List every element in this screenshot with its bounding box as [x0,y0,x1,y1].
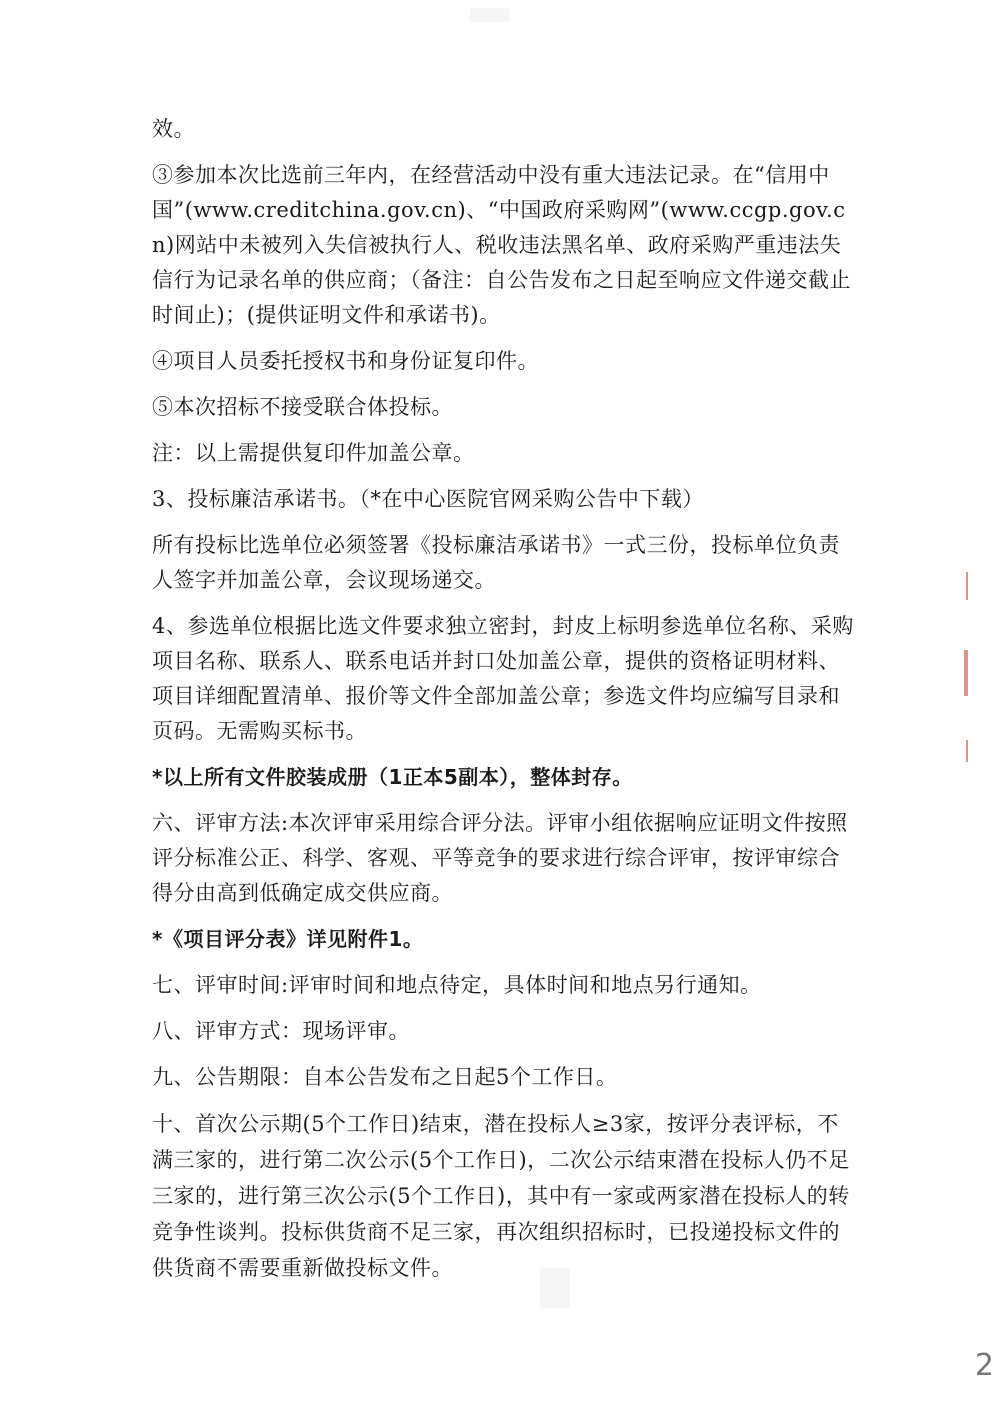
seal-edge-mark [966,740,990,762]
paragraph-section-3: 3、投标廉洁承诺书。（*在中心医院官网采购公告中下载） [152,487,704,511]
paragraph-requirement-3: ③参加本次比选前三年内，在经营活动中没有重大违法记录。在“信用中国”(www.creditchina.gov.cn)、“中国政府采购网”(www.ccgp.gov.cn)网站中未被列入失信被执行人、税收违法黑名单、政府采购严重违法失信行为记录名单的供应商；（备注：自公告发布之日起至响应文件递交截止时间止)；(提供证明文件和承诺书)。 [152,163,851,327]
paragraph-requirement-5: ⑤本次招标不接受联合体投标。 [152,395,453,419]
paragraph-continuation: 效。 [152,117,195,141]
scan-smudge [470,8,510,22]
seal-edge-mark [966,572,990,600]
paragraph-section-4: 4、参选单位根据比选文件要求独立密封，封皮上标明参选单位名称、采购项目名称、联系人、联系电话并封口处加盖公章，提供的资格证明材料、项目详细配置清单、报价等文件全部加盖公章；参选文件均应编写目录和页码。无需购买标书。 [152,614,854,743]
paragraph-evaluation-mode: 八、评审方式：现场评审。 [152,1019,410,1043]
paragraph-requirement-4: ④项目人员委托授权书和身份证复印件。 [152,349,539,373]
paragraph-publicity-rules: 十、首次公示期(5个工作日)结束，潜在投标人≥3家，按评分表评标，不满三家的，进行第二次公示(5个工作日)，二次公示结束潜在投标人仍不足三家的，进行第三次公示(5个工作日)，其中有一家或两家潜在投标人的转竞争性谈判。投标供货商不足三家，再次组织招标时，已投递投标文件的供货商不需要重新做投标文件。 [152,1112,850,1280]
paragraph-integrity-commitment: 所有投标比选单位必须签署《投标廉洁承诺书》一式三份，投标单位负责人签字并加盖公章，会议现场递交。 [152,533,840,592]
paragraph-announcement-period: 九、公告期限：自本公告发布之日起5个工作日。 [152,1065,618,1089]
paragraph-evaluation-method: 六、评审方法:本次评审采用综合评分法。评审小组依据响应证明文件按照评分标准公正、科学、客观、平等竞争的要求进行综合评审，按评审综合得分由高到低确定成交供应商。 [152,811,848,905]
paragraph-evaluation-time: 七、评审时间:评审时间和地点待定，具体时间和地点另行通知。 [152,973,762,997]
paragraph-binding-note: *以上所有文件胶装成册（1正本5副本），整体封存。 [152,765,633,789]
page-number: 2 [974,1348,994,1383]
paragraph-note: 注：以上需提供复印件加盖公章。 [152,441,475,465]
paragraph-scoring-table-note: *《项目评分表》详见附件1。 [152,927,424,951]
document-body [152,112,854,1300]
seal-edge-mark [964,650,990,696]
